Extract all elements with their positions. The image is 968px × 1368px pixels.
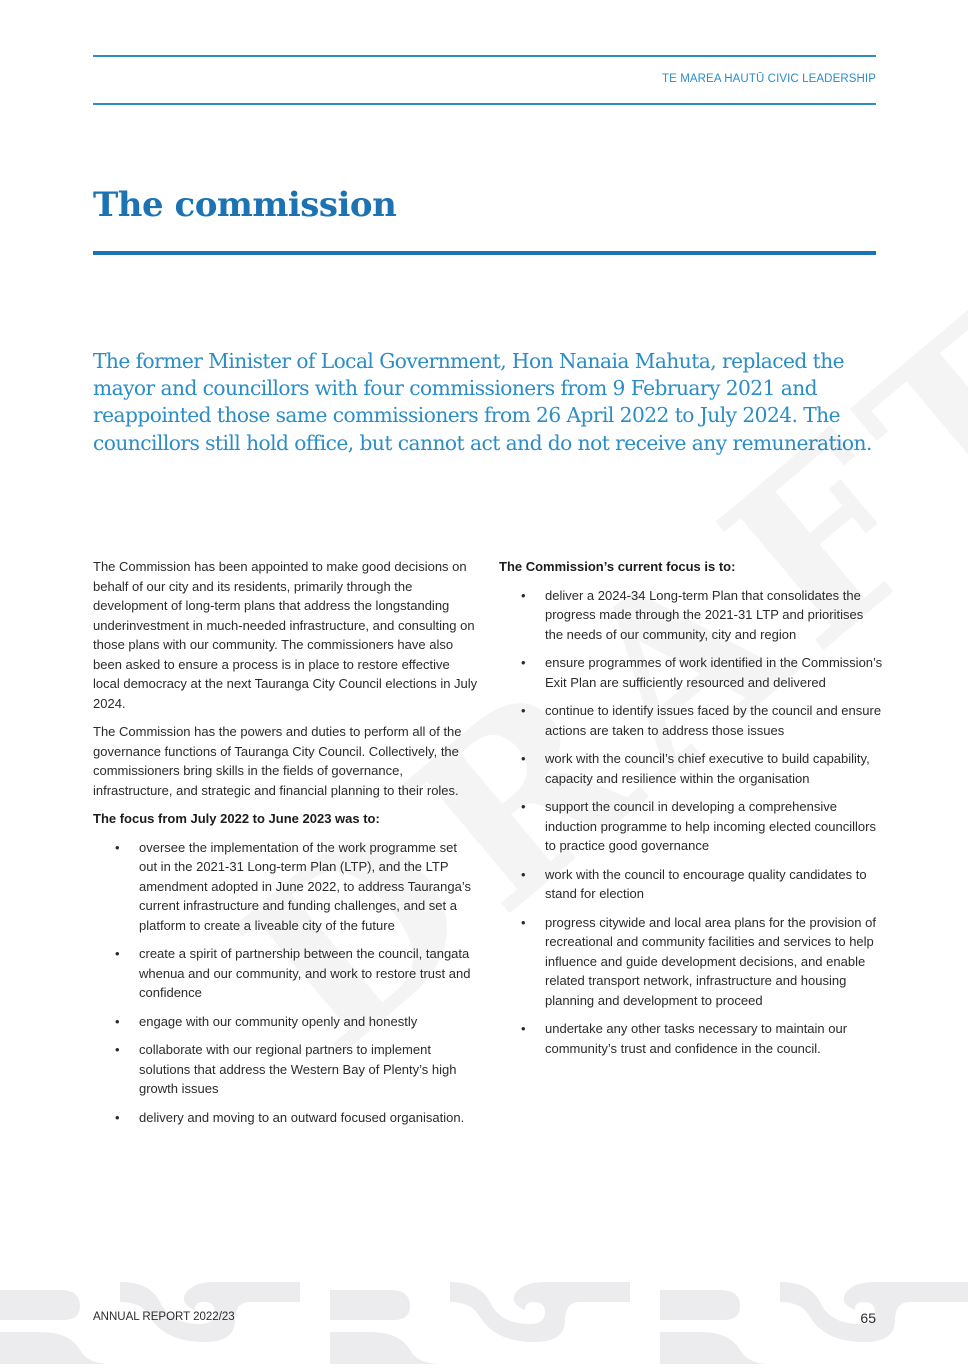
list-item: • delivery and moving to an outward focused organisation. — [93, 1108, 478, 1128]
list-item: • progress citywide and local area plans for the provision of recreational and community facilities and services to help influence and guide development decisions, and enable related transport network, infrastructure and housing planning and development to proceed — [521, 914, 876, 1008]
page-number: 65 — [860, 1310, 876, 1326]
list-item: • collaborate with our regional partners to implement solutions that address the Western Bay of Plenty’s high growth issues — [115, 1042, 457, 1096]
header-rule-top — [93, 55, 876, 57]
list-item: • engage with our community openly and honestly — [93, 1012, 478, 1032]
bullet-icon: • — [521, 655, 526, 670]
bullet-icon: • — [115, 1013, 120, 1029]
list-item: • continue to identify issues faced by the council and ensure actions are taken to address those issues — [521, 703, 882, 738]
section-label: TE MAREA HAUTŪ CIVIC LEADERSHIP — [662, 73, 876, 85]
bullet-icon: • — [115, 839, 120, 855]
bullet-icon: • — [521, 587, 526, 603]
list-item: • undertake any other tasks necessary to maintain our community’s trust and confidence in the council. — [521, 1021, 848, 1056]
bullet-icon: • — [115, 1109, 120, 1125]
bullet-icon: • — [521, 751, 526, 766]
bullet-icon: • — [521, 799, 526, 814]
list-item: • deliver a 2024-34 Long-term Plan that consolidates the progress made through the 2021-31 LTP and prioritises the needs of our community, city and region — [521, 587, 864, 642]
right-column — [499, 557, 884, 1067]
focus-heading: The Commission’s current focus is to: — [499, 559, 736, 574]
footer-report-label: ANNUAL REPORT 2022/23 — [93, 1311, 235, 1323]
bullet-icon: • — [521, 703, 526, 718]
focus-list — [93, 838, 478, 1128]
title-underline — [93, 251, 876, 255]
list-item: • work with the council’s chief executive to build capability, capacity and resilience within the organisation — [521, 751, 870, 786]
koru-pattern — [0, 1282, 968, 1364]
body-paragraph: The Commission has been appointed to make good decisions on behalf of our city and its residents, primarily through the development of long-term plans that address the longstanding underinvestment in much-needed infrastructure, and consulting on those plans with our community. The commissioners have also been asked to ensure a process is in place to restore effective local democracy at the next Tauranga City Council elections in July 2024. — [93, 559, 478, 711]
list-item: • oversee the implementation of the work programme set out in the 2021-31 Long-term Plan (LTP), and the LTP amendment adopted in June 2022, to address Tauranga’s current infrastructure and funding challenges, and set a platform to create a liveable city of the future — [115, 839, 471, 933]
list-item: • work with the council to encourage quality candidates to stand for election — [521, 866, 867, 901]
list-item: • ensure programmes of work identified in the Commission’s Exit Plan are sufficiently resourced and delivered — [521, 655, 883, 690]
left-column — [93, 557, 478, 1136]
bullet-icon: • — [115, 946, 120, 961]
header-rule-bottom — [93, 103, 876, 105]
bullet-icon: • — [115, 1042, 120, 1057]
page-title: The commission — [93, 185, 397, 225]
body-paragraph: The Commission has the powers and duties to perform all of the governance functions of Tauranga City Council. Collectively, the commissioners bring skills in the fields of governance, infrastructure, and strategic and financial planning to their roles. — [93, 724, 462, 798]
bullet-icon: • — [521, 1021, 526, 1036]
list-item: • create a spirit of partnership between the council, tangata whenua and our community, and work to restore trust and confidence — [115, 946, 471, 1000]
bullet-icon: • — [521, 914, 526, 930]
focus-heading: The focus from July 2022 to June 2023 was to: — [93, 811, 380, 826]
focus-list — [499, 586, 884, 1059]
bullet-icon: • — [521, 866, 526, 882]
list-item: • support the council in developing a comprehensive induction programme to help incoming elected councillors to practice good governance — [521, 799, 876, 853]
intro-paragraph: The former Minister of Local Government, Hon Nanaia Mahuta, replaced the mayor and councillors with four commissioners from 9 February 2021 and reappointed those same commissioners from 26 April 2022 to July 2024. The councillors still hold office, but cannot act and do not receive any remuneration. — [93, 349, 872, 455]
